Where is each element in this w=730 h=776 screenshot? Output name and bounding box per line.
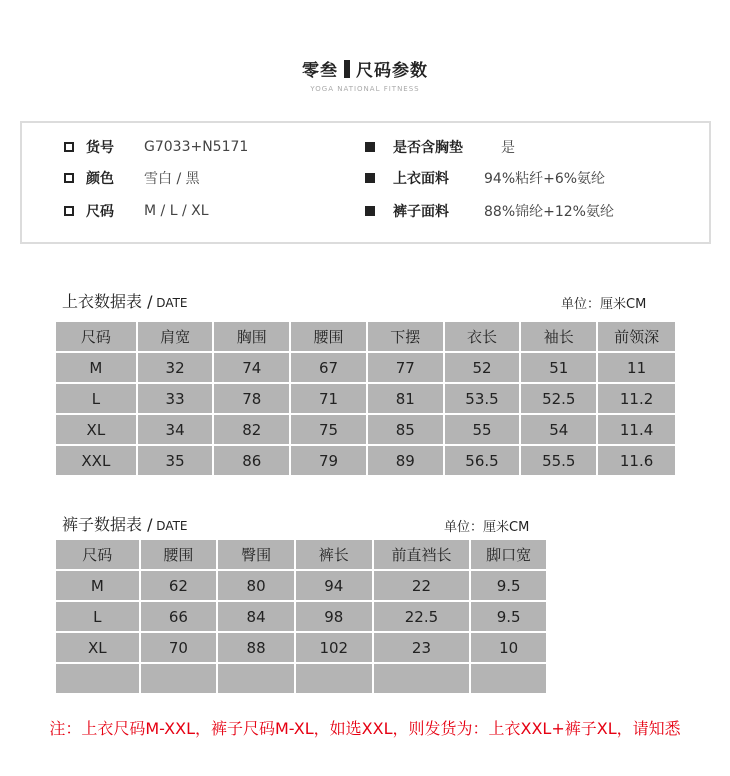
top-table-cell: 35 xyxy=(137,445,214,476)
top-table-cell: 33 xyxy=(137,383,214,414)
info-item-article xyxy=(64,137,248,157)
info-item-size xyxy=(64,201,209,221)
top-table-cell: 11.4 xyxy=(597,414,676,445)
top-table-header-cell: 胸围 xyxy=(213,321,290,352)
bottom-table-cell xyxy=(295,663,373,694)
open-square-icon xyxy=(64,142,74,152)
title-line xyxy=(0,56,730,81)
top-table-title xyxy=(62,289,188,312)
solid-square-icon xyxy=(365,173,375,183)
bottom-table-cell xyxy=(470,663,547,694)
info-value: 雪白 / 黑 xyxy=(144,171,200,187)
brand-mark-icon xyxy=(344,60,350,78)
solid-square-icon xyxy=(365,142,375,152)
top-table-cell: XXL xyxy=(55,445,137,476)
top-table-header-cell: 下摆 xyxy=(367,321,444,352)
top-table-row xyxy=(55,352,676,383)
bottom-table-header-cell: 前直裆长 xyxy=(373,539,471,570)
bottom-table-cell xyxy=(140,663,218,694)
open-square-icon xyxy=(64,206,74,216)
brand-name: 零叁 xyxy=(302,61,338,81)
bottom-table-cell: 62 xyxy=(140,570,218,601)
info-label: 颜色 xyxy=(86,171,114,187)
bottom-table-cell xyxy=(373,663,471,694)
top-table-title-en: DATE xyxy=(152,296,188,310)
top-table-cell: 11.6 xyxy=(597,445,676,476)
top-table-cell: M xyxy=(55,352,137,383)
bottom-table-cell: 102 xyxy=(295,632,373,663)
bottom-table-cell: 80 xyxy=(217,570,295,601)
top-table-cell: 11.2 xyxy=(597,383,676,414)
bottom-table-cell: 23 xyxy=(373,632,471,663)
top-table-cell: 75 xyxy=(290,414,367,445)
top-table-cell: 82 xyxy=(213,414,290,445)
product-info-box xyxy=(20,121,711,244)
top-table-header-cell: 腰围 xyxy=(290,321,367,352)
bottom-table-cell: 98 xyxy=(295,601,373,632)
info-item-padding xyxy=(365,137,515,157)
top-table-cell: 56.5 xyxy=(444,445,521,476)
top-table-cell: 52.5 xyxy=(520,383,597,414)
top-table-cell: L xyxy=(55,383,137,414)
bottom-table-cell: 94 xyxy=(295,570,373,601)
bottom-table-cell: 84 xyxy=(217,601,295,632)
info-value: 是 xyxy=(501,140,515,156)
page-title: 尺码参数 xyxy=(356,61,428,81)
top-table-cell: 78 xyxy=(213,383,290,414)
bottom-table-cell: 70 xyxy=(140,632,218,663)
top-table-cell: 86 xyxy=(213,445,290,476)
info-item-pants-fabric xyxy=(365,201,614,221)
info-value: M / L / XL xyxy=(144,203,209,219)
bottom-table-row xyxy=(55,601,547,632)
info-value: G7033+N5171 xyxy=(144,139,249,155)
top-table-cell: 74 xyxy=(213,352,290,383)
info-value: 88%锦纶+12%氨纶 xyxy=(484,204,614,220)
bottom-table-cell: 9.5 xyxy=(470,570,547,601)
top-table-cell: 85 xyxy=(367,414,444,445)
bottom-table-header-cell: 腰围 xyxy=(140,539,218,570)
top-table-header-cell: 肩宽 xyxy=(137,321,214,352)
bottom-table-cell: M xyxy=(55,570,140,601)
top-table-header-cell: 尺码 xyxy=(55,321,137,352)
bottom-table-row xyxy=(55,632,547,663)
bottom-table-cell: 88 xyxy=(217,632,295,663)
top-table-cell: 55 xyxy=(444,414,521,445)
top-table-cell: XL xyxy=(55,414,137,445)
info-value: 94%粘纤+6%氨纶 xyxy=(484,171,606,187)
bottom-table-title xyxy=(62,512,188,535)
size-note: 注：上衣尺码M-XXL，裤子尺码M-XL，如选XXL，则发货为：上衣XXL+裤子XL，请知悉 xyxy=(49,719,681,738)
info-item-color xyxy=(64,168,200,188)
bottom-table-cell xyxy=(217,663,295,694)
info-label: 货号 xyxy=(86,140,114,156)
top-table-header-row xyxy=(55,321,676,352)
bottom-size-table xyxy=(54,538,548,695)
bottom-table-row xyxy=(55,570,547,601)
top-table-cell: 55.5 xyxy=(520,445,597,476)
bottom-table-cell: 9.5 xyxy=(470,601,547,632)
bottom-table-cell: L xyxy=(55,601,140,632)
top-table-cell: 67 xyxy=(290,352,367,383)
open-square-icon xyxy=(64,173,74,183)
top-table-cell: 81 xyxy=(367,383,444,414)
top-table-row xyxy=(55,414,676,445)
top-table-header-cell: 衣长 xyxy=(444,321,521,352)
bottom-table-cell: 66 xyxy=(140,601,218,632)
top-table-header-cell: 前领深 xyxy=(597,321,676,352)
top-table-cell: 79 xyxy=(290,445,367,476)
bottom-table-header-cell: 脚口宽 xyxy=(470,539,547,570)
info-label: 上衣面料 xyxy=(393,171,449,187)
bottom-table-cell xyxy=(55,663,140,694)
top-table-cell: 34 xyxy=(137,414,214,445)
bottom-table-cell: 22.5 xyxy=(373,601,471,632)
top-table-title-cn: 上衣数据表 / xyxy=(62,292,153,311)
top-table-cell: 32 xyxy=(137,352,214,383)
top-table-cell: 52 xyxy=(444,352,521,383)
top-table-row xyxy=(55,383,676,414)
bottom-table-header-row xyxy=(55,539,547,570)
top-table-cell: 54 xyxy=(520,414,597,445)
bottom-table-cell: XL xyxy=(55,632,140,663)
bottom-table-header-cell: 裤长 xyxy=(295,539,373,570)
bottom-table-title-cn: 裤子数据表 / xyxy=(62,515,153,534)
bottom-table-unit: 单位：厘米CM xyxy=(444,520,530,535)
bottom-table-header-cell: 臀围 xyxy=(217,539,295,570)
bottom-table-title-en: DATE xyxy=(152,519,188,533)
bottom-table-cell: 22 xyxy=(373,570,471,601)
page-header xyxy=(0,56,730,93)
top-table-row xyxy=(55,445,676,476)
solid-square-icon xyxy=(365,206,375,216)
top-table-cell: 77 xyxy=(367,352,444,383)
top-table-cell: 11 xyxy=(597,352,676,383)
bottom-table-row xyxy=(55,663,547,694)
top-size-table xyxy=(54,320,677,477)
top-table-cell: 89 xyxy=(367,445,444,476)
info-label: 是否含胸垫 xyxy=(393,140,463,156)
bottom-table-header-cell: 尺码 xyxy=(55,539,140,570)
top-table-unit: 单位：厘米CM xyxy=(561,297,647,312)
top-table-header-cell: 袖长 xyxy=(520,321,597,352)
top-table-cell: 51 xyxy=(520,352,597,383)
info-label: 尺码 xyxy=(86,204,114,220)
top-table-cell: 71 xyxy=(290,383,367,414)
info-item-top-fabric xyxy=(365,168,605,188)
top-table-cell: 53.5 xyxy=(444,383,521,414)
bottom-table-cell: 10 xyxy=(470,632,547,663)
info-label: 裤子面料 xyxy=(393,204,449,220)
page-subtitle: YOGA NATIONAL FITNESS xyxy=(310,85,420,93)
